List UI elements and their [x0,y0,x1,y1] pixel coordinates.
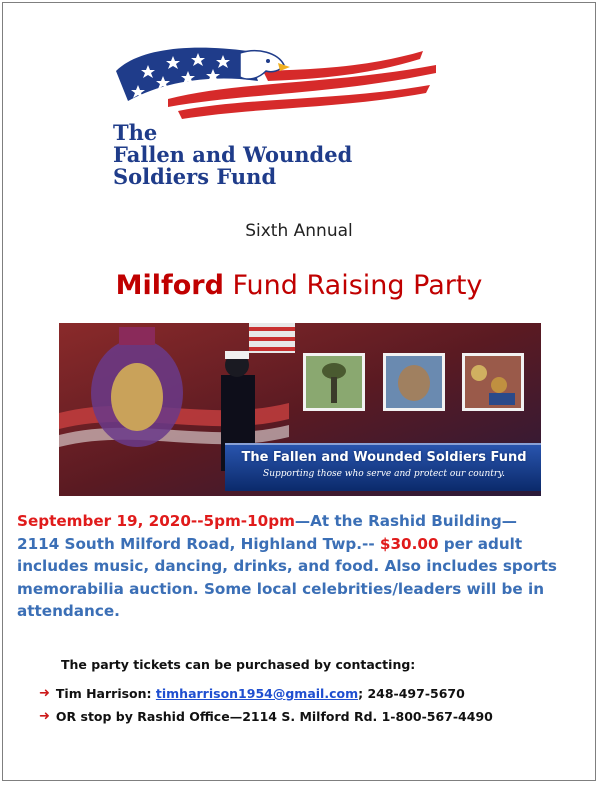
event-description: per adult includes music, dancing, drinks, and food. Also includes sports memorabilia auction. Some local celebrities/leaders will be in attendance. [17,534,557,620]
contact-phone: ; 248-497-5670 [358,686,465,701]
contact-name: Tim Harrison: [55,686,152,701]
organization-name [113,122,352,188]
event-subtitle: Sixth Annual [245,221,353,241]
logo-line-the: The [113,120,158,145]
event-location-line1: —At the Rashid Building— [294,512,517,530]
event-details [17,510,592,623]
contact-item-tim-harrison [39,686,465,701]
event-title [3,270,595,301]
banner-caption: The Fallen and Wounded Soldiers Fund [241,450,527,465]
event-date-time: September 19, 2020--5pm-10pm [17,512,295,530]
title-rest: Fund Raising Party [223,270,483,301]
contact-item-rashid-office [39,709,493,724]
arrow-right-icon: ➜ [39,709,50,724]
banner-tagline: Supporting those who serve and protect our country. [263,469,505,479]
fund-banner-image [59,323,541,496]
eagle-flag-logo [108,41,438,123]
event-location-line2: 2114 South Milford Road, Highland Twp.-- [17,534,380,553]
logo-line-soldiers-fund: Soldiers Fund [113,164,277,189]
contact-heading: The party tickets can be purchased by contacting: [61,657,416,672]
title-highlight: Milford [115,270,224,301]
contact-email-link[interactable]: timharrison1954@gmail.com [155,686,359,701]
logo-line-fallen-wounded: Fallen and Wounded [113,142,353,167]
flyer-page [2,2,596,781]
arrow-right-icon: ➜ [39,686,50,701]
ticket-price: $30.00 [379,534,439,553]
office-contact-text: OR stop by Rashid Office—2114 S. Milford Rd. 1-800-567-4490 [55,709,493,724]
